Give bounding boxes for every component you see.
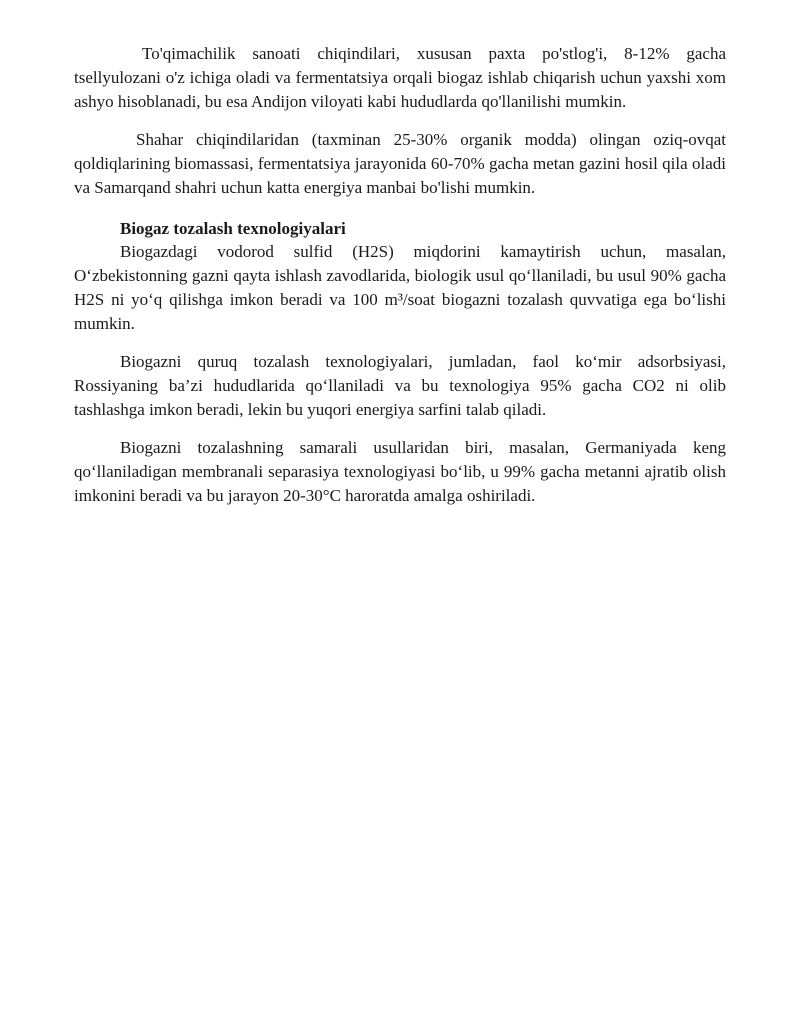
section-heading: Biogaz tozalash texnologiyalari bbox=[120, 219, 346, 238]
paragraph-textile-waste: To'qimachilik sanoati chiqindilari, xususan paxta po'stlog'i, 8-12% gacha tsellyulozani o'z ichiga oladi va fermentatsiya orqali biogaz ishlab chiqarish uchun yaxshi xom ashyo hisoblanadi, bu esa Andijon viloyati kabi hududlarda qo'llanilishi mumkin. bbox=[74, 44, 726, 111]
paragraph-urban-waste: Shahar chiqindilaridan (taxminan 25-30% organik modda) olingan oziq-ovqat qoldiqlarining biomassasi, fermentatsiya jarayonida 60-70% gacha metan gazini hosil qila oladi va Samarqand shahri uchun katta energiya manbai bo'lishi mumkin. bbox=[74, 130, 726, 197]
document-page bbox=[74, 42, 726, 522]
paragraph-membrane-separation: Biogazni tozalashning samarali usullaridan biri, masalan, Germaniyada keng qo‘llaniladigan membranali separasiya texnologiyasi bo‘lib, u 99% gacha metanni ajratib olish imkonini beradi va bu jarayon 20-30°C haroratda amalga oshiriladi. bbox=[74, 438, 726, 505]
paragraph-h2s-removal: Biogazdagi vodorod sulfid (H2S) miqdorini kamaytirish uchun, masalan, O‘zbekistonning gazni qayta ishlash zavodlarida, biologik usul qo‘llaniladi, bu usul 90% gacha H2S ni yo‘q qilishga imkon beradi va 100 m³/soat biogazni tozalash quvvatiga ega bo‘lishi mumkin. bbox=[74, 242, 726, 333]
paragraph-dry-cleaning: Biogazni quruq tozalash texnologiyalari, jumladan, faol ko‘mir adsorbsiyasi, Rossiyaning ba’zi hududlarida qo‘llaniladi va bu texnologiya 95% gacha CO2 ni olib tashlashga imkon beradi, lekin bu yuqori energiya sarfini talab qiladi. bbox=[74, 352, 726, 419]
